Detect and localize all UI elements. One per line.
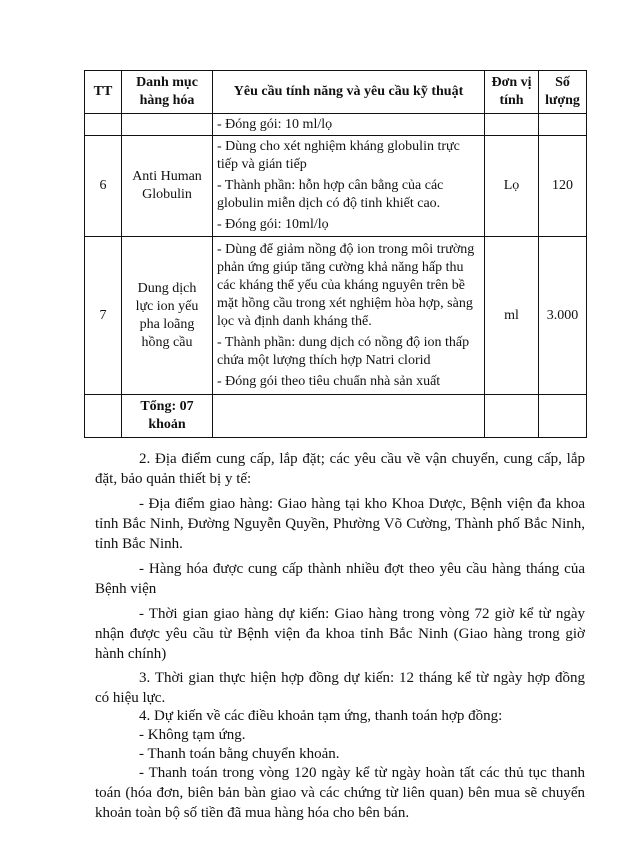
header-unit-line: tính: [499, 93, 524, 108]
section-4-text: 4. Dự kiến về các điều khoản tạm ứng, thanh toán hợp đồng:: [139, 708, 503, 724]
header-name: [122, 71, 213, 114]
total-label: [122, 395, 213, 438]
section-3-text: 3. Thời gian thực hiện hợp đồng dự kiến: 12 tháng kể từ ngày hợp đồng có hiệu lực.: [95, 670, 585, 706]
header-tt: TT: [85, 71, 122, 114]
cell-requirements: [213, 136, 485, 237]
cell-name-line: pha loãng: [139, 316, 195, 332]
payment-transfer-text: - Thanh toán bằng chuyển khoản.: [139, 746, 340, 762]
cell-qty: [539, 395, 587, 438]
requirement-item: - Thành phần: hỗn hợp cân bằng của các globulin miễn dịch có độ tinh khiết cao.: [217, 178, 444, 211]
cell-name-line: Anti Human: [132, 169, 202, 184]
cell-name-line: lực ion yếu: [135, 298, 199, 314]
table-row: [85, 237, 587, 395]
delivery-time: [95, 604, 585, 664]
requirement-item: - Thành phần: dung dịch có nồng độ ion thấp chứa một lượng thích hợp Natri clorid: [217, 334, 470, 368]
header-name-line: Danh mục: [136, 75, 198, 90]
delivery-batches-text: - Hàng hóa được cung cấp thành nhiều đợt theo yêu cầu hàng tháng của Bệnh viện: [95, 561, 585, 597]
cell-requirements: [213, 395, 485, 438]
cell-qty: [539, 114, 587, 136]
delivery-time-text: - Thời gian giao hàng dự kiến: Giao hàng trong vòng 72 giờ kể từ ngày nhận được yêu cầu từ Bệnh viện đa khoa tỉnh Bắc Ninh (Giao hàng trong giờ hành chính): [95, 606, 585, 662]
section-2-heading: [95, 449, 585, 489]
cell-name-line: hồng cầu: [141, 334, 193, 350]
payment-terms-text: - Thanh toán trong vòng 120 ngày kể từ ngày hoàn tất các thủ tục thanh toán (hóa đơn, biên bản bàn giao và các chứng từ liên quan) bên mua sẽ chuyển khoản toàn bộ số tiền đã mua hàng hóa cho bên bán.: [95, 765, 585, 821]
no-advance-text: - Không tạm ứng.: [139, 727, 246, 743]
cell-unit: Lọ: [485, 136, 539, 237]
cell-requirements: [213, 237, 485, 395]
section-3: [95, 668, 585, 708]
cell-unit: [485, 114, 539, 136]
cell-name: [122, 136, 213, 237]
total-line: Tổng: 07: [140, 399, 194, 414]
payment-transfer: [95, 744, 585, 764]
delivery-batches: [95, 559, 585, 599]
requirement-item: - Dùng để giảm nồng độ ion trong môi trường phản ứng giúp tăng cường khả năng hấp thu các kháng thể yếu của kháng nguyên trên bề mặt hồng cầu trong xét nghiệm hòa hợp, sàng lọc và định danh kháng thể.: [217, 241, 475, 329]
header-requirements: Yêu cầu tính năng và yêu cầu kỹ thuật: [213, 71, 485, 114]
header-qty-line: lượng: [545, 93, 580, 108]
requirement-item: - Dùng cho xét nghiệm kháng globulin trực tiếp và gián tiếp: [217, 139, 460, 172]
cell-name-line: Dung dịch: [137, 280, 197, 296]
delivery-location-text: - Địa điểm giao hàng: Giao hàng tại kho Khoa Dược, Bệnh viện đa khoa tỉnh Bắc Ninh, Đường Nguyễn Quyền, Phường Võ Cường, Thành phố Bắc Ninh, tỉnh Bắc Ninh.: [95, 496, 585, 552]
requirement-item: - Đóng gói theo tiêu chuẩn nhà sản xuất: [217, 373, 441, 389]
no-advance: [95, 725, 585, 745]
cell-tt: 7: [85, 237, 122, 395]
header-qty: [539, 71, 587, 114]
table-row: [85, 136, 587, 237]
cell-unit: [485, 395, 539, 438]
section-4-heading: [95, 706, 585, 726]
cell-tt: [85, 395, 122, 438]
cell-name-line: Globulin: [142, 187, 192, 202]
header-unit: [485, 71, 539, 114]
section-2-text: 2. Địa điểm cung cấp, lắp đặt; các yêu cầu về vận chuyển, cung cấp, lắp đặt, bảo quản thiết bị y tế:: [95, 451, 585, 487]
table-total-row: [85, 395, 587, 438]
cell-qty: 3.000: [539, 237, 587, 395]
delivery-location: [95, 494, 585, 554]
cell-tt: 6: [85, 136, 122, 237]
goods-table: [84, 70, 587, 438]
header-name-line: hàng hóa: [139, 93, 195, 108]
cell-requirements: - Đóng gói: 10 ml/lọ: [213, 114, 485, 136]
cell-qty: 120: [539, 136, 587, 237]
payment-terms: [95, 763, 585, 823]
header-unit-line: Đơn vị: [491, 75, 532, 90]
header-qty-line: Số: [555, 75, 570, 90]
total-line: khoản: [148, 417, 186, 432]
table-header-row: [85, 71, 587, 114]
cell-name: [122, 114, 213, 136]
requirement-item: - Đóng gói: 10ml/lọ: [217, 217, 329, 232]
cell-unit: ml: [485, 237, 539, 395]
cell-tt: [85, 114, 122, 136]
table-row-continuation: [85, 114, 587, 136]
cell-name: [122, 237, 213, 395]
